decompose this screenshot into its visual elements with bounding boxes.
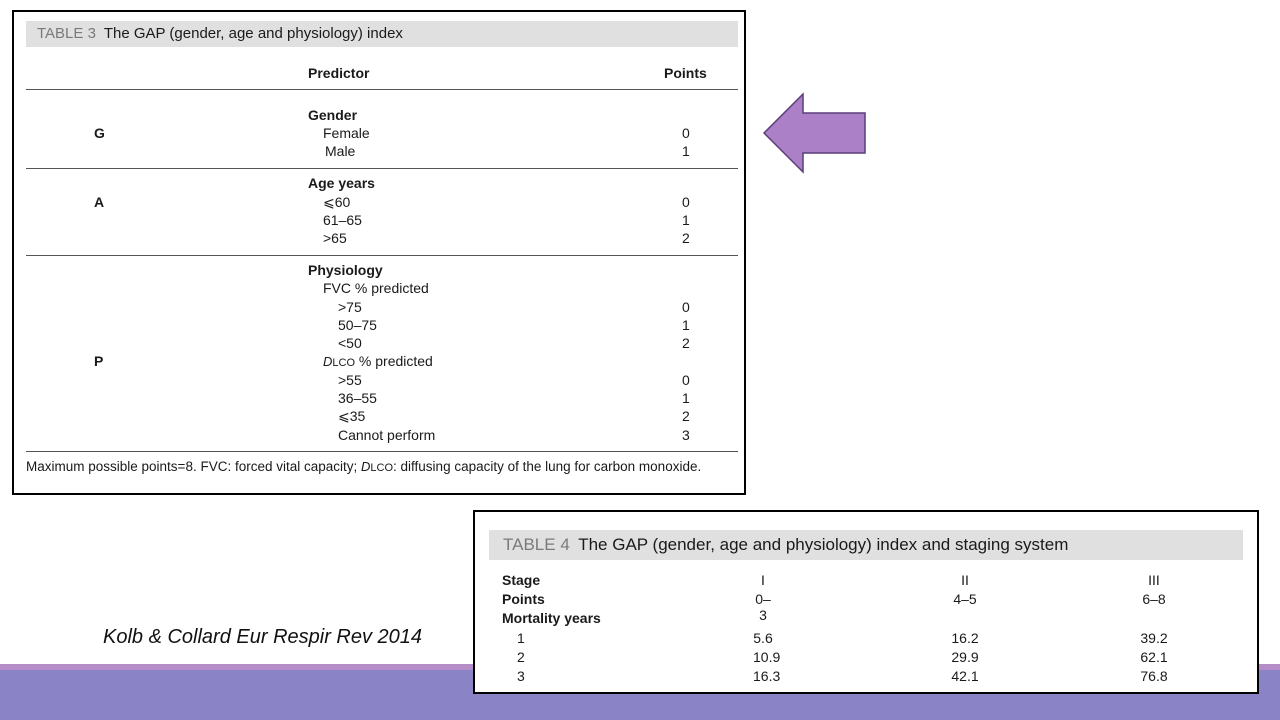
age-row-3-points: 2: [682, 230, 690, 246]
age-title: Age years: [308, 175, 375, 191]
fvc-row-3-label: <50: [338, 335, 362, 351]
age-row-3-label: >65: [323, 230, 347, 246]
fvc-row-2-points: 1: [682, 317, 690, 333]
dlco-row-1-points: 0: [682, 372, 690, 388]
table4-caption-title: The GAP (gender, age and physiology) index and staging system: [578, 535, 1069, 554]
dlco-row-1-label: >55: [338, 372, 362, 388]
physiology-title: Physiology: [308, 262, 383, 278]
stage-label: Stage: [502, 572, 541, 588]
mortality-header-row: [475, 610, 1261, 629]
mortality-year-2: 2: [517, 649, 525, 665]
dlco-title: [323, 353, 433, 369]
header-divider: [26, 89, 738, 90]
header-predictor: Predictor: [308, 65, 370, 81]
gender-letter: G: [94, 125, 105, 141]
age-row-1-label: ⩽60: [323, 194, 351, 210]
gender-male-label: Male: [325, 143, 356, 159]
header-points: Points: [664, 65, 707, 81]
mortality-row-3: [475, 668, 1261, 687]
stage-row: [475, 572, 1261, 591]
gender-female-points: 0: [682, 125, 690, 141]
footnote-part-b: : diffusing capacity of the lung for carbon monoxide.: [393, 459, 702, 474]
mortality-1-stage-1: 5.6: [753, 630, 773, 646]
table4-caption: [489, 530, 1243, 560]
mortality-1-stage-3: 39.2: [1140, 630, 1168, 646]
mortality-3-stage-2: 42.1: [951, 668, 979, 684]
mortality-row-2: [475, 649, 1261, 668]
age-letter: A: [94, 194, 105, 210]
gap-index-table: [12, 10, 746, 495]
dlco-rest: % predicted: [355, 353, 433, 369]
points-label: Points: [502, 591, 545, 607]
table3-caption: [26, 21, 738, 47]
gender-male-points: 1: [682, 143, 690, 159]
mortality-row-1: [475, 630, 1261, 649]
points-stage-2: 4–5: [953, 591, 977, 607]
table3-footnote: [26, 458, 738, 477]
physiology-letter: P: [94, 353, 104, 369]
stage-1: I: [761, 572, 765, 588]
mortality-label: Mortality years: [502, 610, 601, 626]
footnote-dlco-lco: LCO: [370, 462, 394, 474]
gender-female-label: Female: [323, 125, 370, 141]
dlco-suffix: LCO: [332, 357, 356, 369]
dlco-row-4-label: Cannot perform: [338, 427, 436, 443]
mortality-year-3: 3: [517, 668, 525, 684]
age-row-2-points: 1: [682, 212, 690, 228]
fvc-row-1-points: 0: [682, 299, 690, 315]
fvc-row-3-points: 2: [682, 335, 690, 351]
dlco-row-3-points: 2: [682, 408, 690, 424]
gender-divider: [26, 168, 738, 169]
points-stage-1: 0–3: [755, 591, 771, 623]
dlco-row-2-points: 1: [682, 390, 690, 406]
age-row-1-points: 0: [682, 194, 690, 210]
left-arrow-icon: [762, 92, 868, 176]
fvc-row-1-label: >75: [338, 299, 362, 315]
fvc-row-2-label: 50–75: [338, 317, 377, 333]
mortality-2-stage-2: 29.9: [951, 649, 979, 665]
fvc-title: FVC % predicted: [323, 280, 429, 296]
table3-caption-label: TABLE 3: [37, 25, 96, 42]
gender-title: Gender: [308, 107, 358, 123]
footnote-part-a: Maximum possible points=8. FVC: forced vital capacity;: [26, 459, 362, 474]
footnote-dlco-d: D: [361, 459, 371, 474]
mortality-1-stage-2: 16.2: [951, 630, 979, 646]
dlco-row-4-points: 3: [682, 427, 690, 443]
table4-caption-label: TABLE 4: [503, 535, 570, 554]
points-stage-3: 6–8: [1142, 591, 1166, 607]
dlco-row-2-label: 36–55: [338, 390, 377, 406]
mortality-2-stage-1: 10.9: [753, 649, 781, 665]
mortality-3-stage-3: 76.8: [1140, 668, 1168, 684]
physiology-divider: [26, 451, 738, 452]
table3-caption-title: The GAP (gender, age and physiology) index: [103, 25, 403, 42]
age-row-2-label: 61–65: [323, 212, 362, 228]
mortality-2-stage-3: 62.1: [1140, 649, 1168, 665]
age-divider: [26, 255, 738, 256]
dlco-row-3-label: ⩽35: [338, 408, 366, 424]
mortality-year-1: 1: [517, 630, 525, 646]
stage-3: III: [1148, 572, 1160, 588]
gap-staging-table: [473, 510, 1259, 694]
mortality-3-stage-1: 16.3: [753, 668, 781, 684]
dlco-prefix: D: [323, 354, 333, 369]
citation: Kolb & Collard Eur Respir Rev 2014: [103, 626, 423, 648]
stage-2: II: [961, 572, 969, 588]
